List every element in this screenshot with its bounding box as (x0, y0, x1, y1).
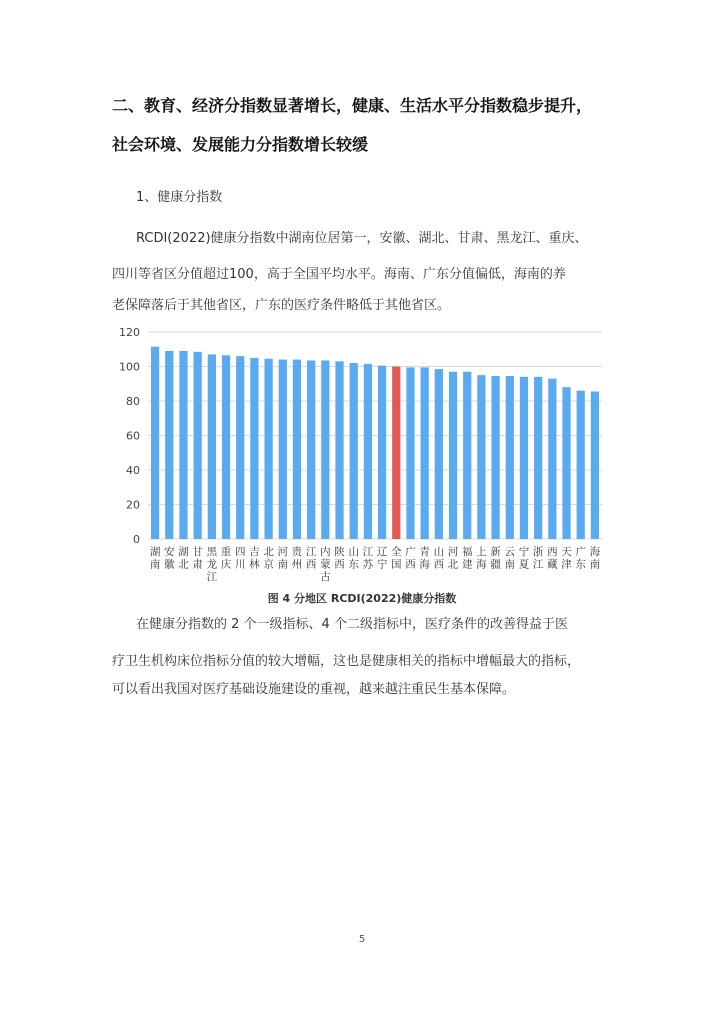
x-tick-label: 全国 (391, 546, 402, 571)
bar-贵州 (293, 360, 301, 539)
x-tick-label: 四川 (234, 546, 246, 571)
bar-湖北 (179, 351, 187, 539)
bar-江西 (307, 360, 315, 539)
bar-安徽 (165, 351, 173, 539)
x-tick-label: 山西 (433, 546, 445, 571)
x-tick-label: 青海 (419, 546, 430, 571)
bar-河南 (279, 360, 287, 539)
x-tick-label: 广西 (405, 546, 416, 571)
subsection-title: 1、健康分指数 (136, 190, 223, 205)
x-tick-label: 江苏 (362, 546, 374, 571)
x-tick-label: 甘肃 (192, 546, 203, 571)
x-tick-label: 西藏 (547, 546, 558, 571)
bar-江苏 (364, 364, 372, 539)
x-tick-label: 安徽 (164, 546, 175, 571)
bar-海南 (591, 392, 599, 539)
bar-吉林 (250, 358, 258, 539)
bar-河北 (449, 372, 457, 539)
health-index-bar-chart (110, 322, 610, 592)
paragraph-2-line-2: 疗卫生机构床位指标分值的较大增幅，这也是健康相关的指标中增幅最大的指标， (112, 654, 581, 669)
bar-黑龙江 (208, 354, 216, 539)
x-tick-label: 河北 (447, 546, 459, 571)
bar-浙江 (534, 377, 542, 539)
x-tick-label: 重庆 (220, 546, 232, 571)
y-tick-label: 100 (119, 360, 140, 374)
bar-辽宁 (378, 366, 386, 539)
bar-青海 (421, 367, 429, 539)
bar-山西 (435, 369, 443, 539)
x-tick-label: 天津 (561, 546, 572, 571)
x-tick-label: 江西 (305, 546, 317, 571)
x-tick-label: 黑龙江 (206, 546, 218, 583)
bar-广西 (406, 367, 414, 539)
x-tick-label: 陕西 (334, 546, 345, 571)
y-tick-label: 0 (133, 533, 140, 546)
x-tick-label: 山东 (348, 546, 359, 571)
x-tick-label: 福建 (461, 546, 473, 571)
bar-北京 (264, 359, 272, 539)
x-tick-label: 海南 (589, 546, 601, 571)
bar-宁夏 (520, 377, 528, 539)
paragraph-2-line-3: 可以看出我国对医疗基础设施建设的重视，越来越注重民生基本保障。 (112, 682, 516, 697)
bar-云南 (506, 376, 514, 539)
x-tick-label: 吉林 (249, 546, 260, 571)
x-tick-label: 广东 (575, 546, 586, 571)
x-tick-label: 辽宁 (376, 546, 388, 571)
y-tick-label: 120 (119, 326, 140, 339)
x-tick-label: 河南 (277, 546, 289, 571)
x-tick-label: 上海 (476, 546, 487, 571)
x-tick-label: 内蒙古 (320, 546, 331, 583)
bar-陕西 (335, 361, 343, 539)
bar-全国 (392, 367, 400, 540)
x-tick-label: 湖北 (178, 546, 189, 571)
x-tick-label: 湖南 (149, 546, 161, 571)
bar-西藏 (548, 379, 556, 539)
y-tick-label: 80 (126, 395, 140, 408)
bar-湖南 (151, 347, 159, 539)
x-tick-label: 贵州 (291, 546, 303, 571)
bar-山东 (350, 363, 358, 539)
bar-广东 (577, 391, 585, 539)
paragraph-1-line-3: 老保障落后于其他省区，广东的医疗条件略低于其他省区。 (112, 298, 451, 313)
x-tick-label: 浙江 (532, 546, 544, 571)
bar-内蒙古 (321, 360, 329, 539)
y-tick-label: 60 (126, 429, 140, 443)
bar-重庆 (222, 355, 230, 539)
paragraph-1-line-2: 四川等省区分值超过100，高于全国平均水平。海南、广东分值偏低，海南的养 (112, 267, 566, 282)
y-tick-label: 20 (126, 498, 140, 512)
bar-天津 (562, 387, 570, 539)
paragraph-1-line-1: RCDI(2022)健康分指数中湖南位居第一，安徽、湖北、甘肃、黑龙江、重庆、 (136, 231, 588, 246)
section-heading-line-1: 二、教育、经济分指数显著增长，健康、生活水平分指数稳步提升， (112, 96, 593, 115)
x-tick-label: 云南 (504, 546, 516, 571)
bar-新疆 (491, 376, 499, 539)
bar-上海 (477, 375, 485, 539)
bar-甘肃 (194, 352, 202, 539)
paragraph-2-line-1: 在健康分指数的 2 个一级指标、4 个二级指标中，医疗条件的改善得益于医 (136, 617, 568, 632)
x-tick-label: 北京 (263, 546, 274, 571)
y-tick-label: 40 (126, 464, 140, 477)
page-number: 5 (358, 934, 366, 945)
bar-四川 (236, 356, 244, 539)
figure-caption: 图 4 分地区 RCDI(2022)健康分指数 (267, 592, 457, 605)
x-tick-label: 新疆 (490, 546, 501, 571)
x-tick-label: 宁夏 (518, 546, 530, 571)
bar-福建 (463, 372, 471, 539)
section-heading-line-2: 社会环境、发展能力分指数增长较缓 (112, 135, 369, 154)
